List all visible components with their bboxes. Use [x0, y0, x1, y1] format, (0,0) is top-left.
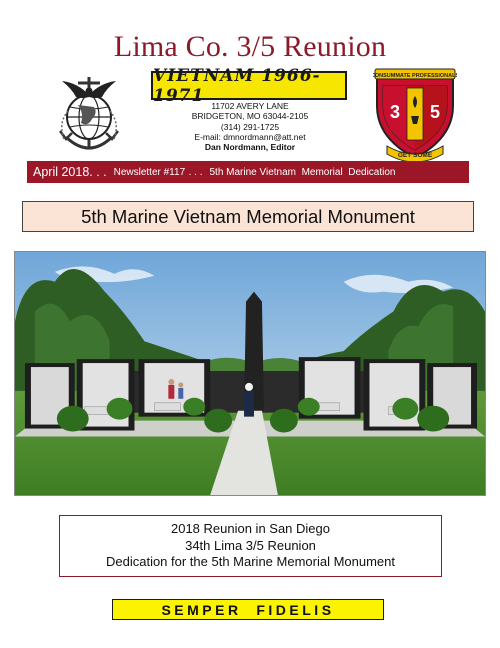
monument-heading: 5th Marine Vietnam Memorial Monument: [22, 201, 474, 232]
reunion-line-3: Dedication for the 5th Marine Memorial Monument: [105, 554, 396, 570]
address-line-2: BRIDGETON, MO 63044-2105: [191, 111, 309, 122]
eagle-globe-anchor-emblem: [48, 67, 130, 155]
insignia-digit-left: 3: [389, 102, 401, 122]
phone-number: (314) 291-1725: [220, 121, 280, 132]
newsletter-title: Lima Co. 3/5 Reunion: [113, 30, 387, 63]
vietnam-era-banner: VIETNAM 1966-1971: [151, 71, 347, 100]
email-address: E-mail: dmnordmann@att.net: [194, 131, 306, 142]
issue-separator: . . .: [188, 166, 203, 178]
address-line-1: 11702 AVERY LANE: [211, 101, 289, 111]
reunion-line-2: 34th Lima 3/5 Reunion: [185, 537, 316, 553]
reunion-announcement-box: [59, 515, 442, 577]
insignia-top-text: CONSUMMATE PROFESSIONALS: [373, 73, 457, 79]
issue-info-bar: [27, 161, 469, 183]
third-battalion-fifth-marines-insignia: [373, 66, 457, 162]
issue-date: April 2018. . .: [33, 165, 107, 179]
newsletter-number: Newsletter #117: [113, 166, 186, 178]
insignia-digit-right: 5: [429, 102, 441, 122]
memorial-monument-rendering: [14, 251, 486, 496]
semper-fidelis-motto: SEMPER FIDELIS: [112, 599, 384, 620]
editor-contact-block: [150, 101, 350, 152]
editor-name: Dan Nordmann, Editor: [204, 142, 296, 153]
issue-topic: 5th Marine Vietnam Memorial Dedication: [209, 166, 396, 178]
insignia-bottom-text: GET SOME: [397, 152, 433, 159]
reunion-line-1: 2018 Reunion in San Diego: [170, 521, 330, 537]
